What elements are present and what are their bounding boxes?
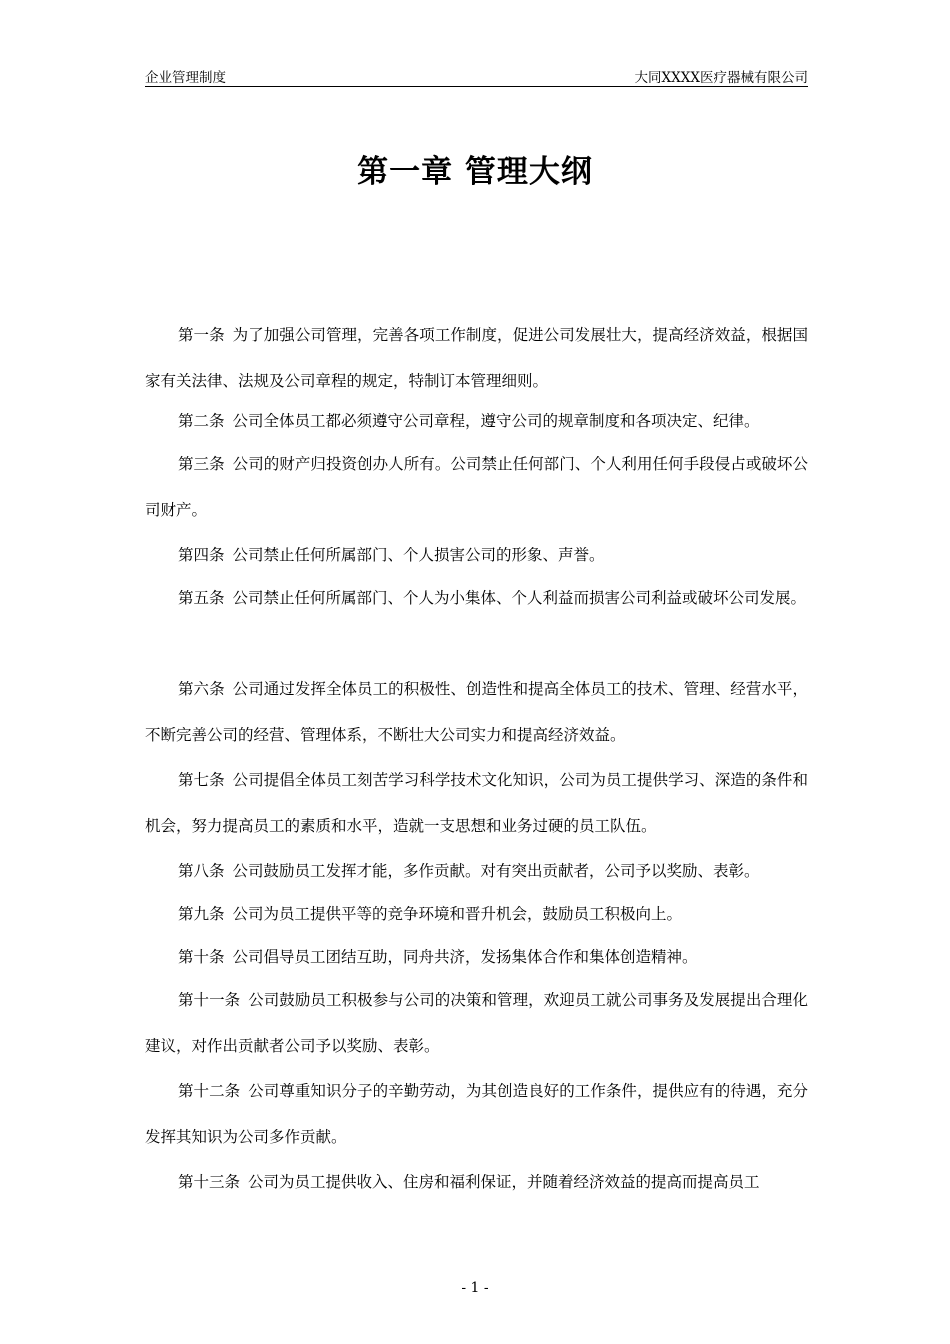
article-7 — [145, 757, 808, 849]
article-text: 公司全体员工都必须遵守公司章程，遵守公司的规章制度和各项决定、纪律。 — [232, 412, 760, 430]
article-number: 第一条 — [178, 326, 225, 344]
article-6 — [145, 666, 808, 758]
article-number: 第九条 — [178, 905, 225, 923]
article-text: 公司为员工提供收入、住房和福利保证，并随着经济效益的提高而提高员工 — [248, 1173, 760, 1191]
header-doc-type: 企业管理制度 — [145, 70, 226, 86]
header-company-name: 大同XXXX医疗器械有限公司 — [634, 70, 808, 86]
article-12 — [145, 1068, 808, 1160]
article-8 — [145, 848, 808, 894]
article-text: 公司倡导员工团结互助，同舟共济，发扬集体合作和集体创造精神。 — [232, 948, 698, 966]
article-9 — [145, 891, 808, 937]
article-3 — [145, 441, 808, 533]
article-13 — [145, 1159, 808, 1205]
article-number: 第十二条 — [178, 1082, 241, 1100]
article-text: 公司禁止任何所属部门、个人损害公司的形象、声誉。 — [232, 546, 605, 564]
chapter-title: 第一章 管理大纲 — [357, 154, 593, 190]
article-number: 第八条 — [178, 862, 225, 880]
article-text: 公司通过发挥全体员工的积极性、创造性和提高全体员工的技术、管理、经营水平，不断完善公司的经营、管理体系，不断壮大公司实力和提高经济效益。 — [145, 680, 808, 744]
article-text: 公司鼓励员工积极参与公司的决策和管理，欢迎员工就公司事务及发展提出合理化建议，对作出贡献者公司予以奖励、表彰。 — [145, 991, 808, 1055]
article-text: 公司尊重知识分子的辛勤劳动，为其创造良好的工作条件，提供应有的待遇，充分发挥其知识为公司多作贡献。 — [145, 1082, 808, 1146]
article-text: 公司提倡全体员工刻苦学习科学技术文化知识，公司为员工提供学习、深造的条件和机会，努力提高员工的素质和水平，造就一支思想和业务过硬的员工队伍。 — [145, 771, 808, 835]
page-number: - 1 - — [461, 1280, 489, 1296]
article-11 — [145, 977, 808, 1069]
article-number: 第十三条 — [178, 1173, 241, 1191]
article-2 — [145, 398, 808, 444]
article-text: 公司鼓励员工发挥才能，多作贡献。对有突出贡献者，公司予以奖励、表彰。 — [232, 862, 760, 880]
article-number: 第四条 — [178, 546, 225, 564]
article-text: 公司为员工提供平等的竞争环境和晋升机会，鼓励员工积极向上。 — [232, 905, 683, 923]
article-number: 第十条 — [178, 948, 225, 966]
article-number: 第二条 — [178, 412, 225, 430]
article-text: 公司的财产归投资创办人所有。公司禁止任何部门、个人利用任何手段侵占或破坏公司财产。 — [145, 455, 808, 519]
article-5 — [145, 575, 808, 621]
page-header — [145, 64, 808, 87]
article-text: 公司禁止任何所属部门、个人为小集体、个人利益而损害公司利益或破坏公司发展。 — [232, 589, 807, 607]
article-text: 为了加强公司管理，完善各项工作制度，促进公司发展壮大，提高经济效益，根据国家有关法律、法规及公司章程的规定，特制订本管理细则。 — [145, 326, 808, 390]
article-1 — [145, 312, 808, 404]
article-number: 第七条 — [178, 771, 225, 789]
article-10 — [145, 934, 808, 980]
article-number: 第十一条 — [178, 991, 241, 1009]
article-number: 第六条 — [178, 680, 225, 698]
article-number: 第三条 — [178, 455, 225, 473]
article-4 — [145, 532, 808, 578]
article-number: 第五条 — [178, 589, 225, 607]
